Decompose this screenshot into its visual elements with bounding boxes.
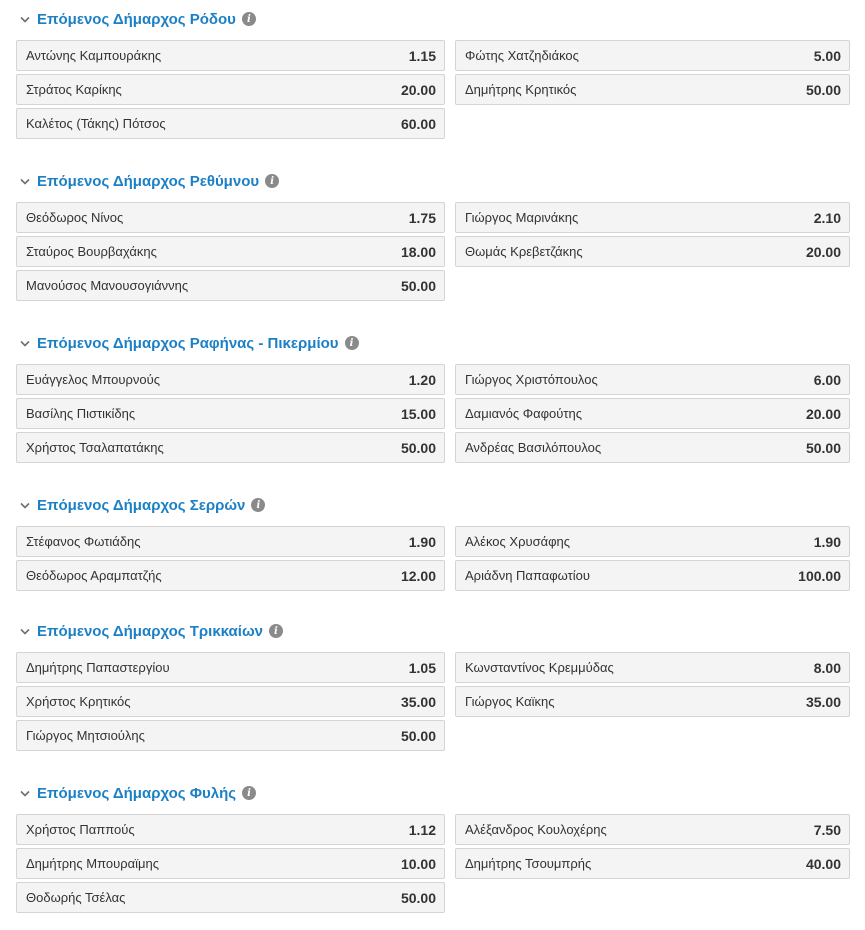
selection-odds: 50.00 [400, 439, 436, 456]
selection-odds: 1.75 [408, 209, 436, 226]
info-icon[interactable]: i [265, 174, 279, 188]
selection-name: Γιώργος Καϊκης [465, 694, 555, 709]
chevron-down-icon[interactable] [18, 498, 32, 512]
odds-button[interactable] [455, 202, 850, 233]
selection-name: Δημήτρης Παπαστεργίου [26, 660, 170, 675]
selection-name: Μανούσος Μανουσογιάννης [26, 278, 189, 293]
odds-button[interactable] [16, 108, 445, 139]
selection-name: Θοδωρής Τσέλας [26, 890, 126, 905]
selection-name: Αλέκος Χρυσάφης [465, 534, 571, 549]
odds-button[interactable] [16, 848, 445, 879]
odds-button[interactable] [455, 236, 850, 267]
selection-odds: 40.00 [805, 855, 841, 872]
selection-odds: 1.20 [408, 371, 436, 388]
selection-name: Γιώργος Μαρινάκης [465, 210, 579, 225]
selection-odds: 10.00 [400, 855, 436, 872]
selection-name: Σταύρος Βουρβαχάκης [26, 244, 157, 259]
selection-odds: 60.00 [400, 115, 436, 132]
selection-name: Δαμιανός Φαφούτης [465, 406, 582, 421]
market-title: Επόμενος Δήμαρχος Ρεθύμνου [37, 172, 260, 190]
selection-odds: 35.00 [400, 693, 436, 710]
market-header[interactable] [18, 620, 283, 642]
selection-name: Αριάδνη Παπαφωτίου [465, 568, 591, 583]
odds-button[interactable] [455, 40, 850, 71]
info-icon[interactable]: i [345, 336, 359, 350]
selection-odds: 20.00 [400, 81, 436, 98]
selections-grid [16, 40, 850, 139]
chevron-down-icon[interactable] [18, 336, 32, 350]
odds-button[interactable] [16, 560, 445, 591]
selection-odds: 50.00 [400, 889, 436, 906]
market-header[interactable] [18, 8, 256, 30]
odds-button[interactable] [16, 202, 445, 233]
selection-name: Στράτος Καρίκης [26, 82, 122, 97]
selections-grid [16, 526, 850, 591]
selection-odds: 50.00 [805, 439, 841, 456]
selection-name: Θεόδωρος Αραμπατζής [26, 568, 162, 583]
selections-grid [16, 652, 850, 751]
odds-button[interactable] [455, 526, 850, 557]
selection-name: Φώτης Χατζηδιάκος [465, 48, 579, 63]
odds-button[interactable] [16, 720, 445, 751]
selection-odds: 7.50 [813, 821, 841, 838]
selection-name: Χρήστος Τσαλαπατάκης [26, 440, 164, 455]
selection-odds: 1.12 [408, 821, 436, 838]
selection-name: Δημήτρης Μπουραϊμης [26, 856, 160, 871]
odds-button[interactable] [455, 364, 850, 395]
odds-button[interactable] [16, 236, 445, 267]
selection-name: Αλέξανδρος Κουλοχέρης [465, 822, 607, 837]
selection-odds: 20.00 [805, 243, 841, 260]
selection-name: Θωμάς Κρεβετζάκης [465, 244, 583, 259]
odds-button[interactable] [16, 526, 445, 557]
odds-button[interactable] [455, 398, 850, 429]
odds-button[interactable] [16, 882, 445, 913]
market-title: Επόμενος Δήμαρχος Σερρών [37, 496, 246, 514]
selection-odds: 2.10 [813, 209, 841, 226]
odds-button[interactable] [455, 814, 850, 845]
chevron-down-icon[interactable] [18, 174, 32, 188]
market-title: Επόμενος Δήμαρχος Φυλής [37, 784, 237, 802]
selection-name: Κωνσταντίνος Κρεμμύδας [465, 660, 614, 675]
selection-name: Χρήστος Παππούς [26, 822, 135, 837]
selection-odds: 1.90 [408, 533, 436, 550]
selections-grid [16, 202, 850, 301]
odds-button[interactable] [455, 686, 850, 717]
odds-button[interactable] [455, 560, 850, 591]
selection-odds: 5.00 [813, 47, 841, 64]
selection-name: Στέφανος Φωτιάδης [26, 534, 141, 549]
selection-name: Ανδρέας Βασιλόπουλος [465, 440, 602, 455]
odds-button[interactable] [16, 652, 445, 683]
odds-button[interactable] [16, 686, 445, 717]
odds-button[interactable] [455, 432, 850, 463]
selection-name: Αντώνης Καμπουράκης [26, 48, 162, 63]
selection-odds: 100.00 [798, 567, 841, 584]
info-icon[interactable]: i [242, 786, 256, 800]
market-title: Επόμενος Δήμαρχος Ραφήνας - Πικερμίου [37, 334, 339, 352]
odds-button[interactable] [16, 364, 445, 395]
odds-button[interactable] [16, 432, 445, 463]
selection-name: Δημήτρης Τσουμπρής [465, 856, 592, 871]
odds-button[interactable] [16, 398, 445, 429]
odds-button[interactable] [16, 40, 445, 71]
selection-name: Δημήτρης Κρητικός [465, 82, 577, 97]
chevron-down-icon[interactable] [18, 786, 32, 800]
selection-odds: 8.00 [813, 659, 841, 676]
selection-name: Θεόδωρος Νίνος [26, 210, 124, 225]
info-icon[interactable]: i [251, 498, 265, 512]
market-header[interactable] [18, 494, 265, 516]
odds-button[interactable] [16, 814, 445, 845]
chevron-down-icon[interactable] [18, 624, 32, 638]
odds-button[interactable] [455, 74, 850, 105]
selection-odds: 15.00 [400, 405, 436, 422]
market-title: Επόμενος Δήμαρχος Τρικκαίων [37, 622, 263, 640]
selections-grid [16, 814, 850, 913]
selection-name: Καλέτος (Τάκης) Πότσος [26, 116, 166, 131]
selection-odds: 50.00 [400, 727, 436, 744]
odds-button[interactable] [455, 848, 850, 879]
odds-button[interactable] [16, 74, 445, 105]
market-header[interactable] [18, 332, 359, 354]
selection-name: Ευάγγελος Μπουρνούς [26, 372, 160, 387]
selection-odds: 1.90 [813, 533, 841, 550]
market-header[interactable] [18, 170, 279, 192]
market-header[interactable] [18, 782, 256, 804]
odds-button[interactable] [16, 270, 445, 301]
selection-odds: 50.00 [400, 277, 436, 294]
selection-name: Βασίλης Πιστικίδης [26, 406, 136, 421]
odds-button[interactable] [455, 652, 850, 683]
selection-name: Χρήστος Κρητικός [26, 694, 131, 709]
market-title: Επόμενος Δήμαρχος Ρόδου [37, 10, 236, 28]
selection-name: Γιώργος Χριστόπουλος [465, 372, 598, 387]
selection-odds: 12.00 [400, 567, 436, 584]
selection-odds: 6.00 [813, 371, 841, 388]
selection-odds: 18.00 [400, 243, 436, 260]
chevron-down-icon[interactable] [18, 12, 32, 26]
selection-odds: 1.15 [408, 47, 436, 64]
selections-grid [16, 364, 850, 463]
info-icon[interactable]: i [269, 624, 283, 638]
selection-odds: 1.05 [408, 659, 436, 676]
selection-name: Γιώργος Μητσιούλης [26, 728, 145, 743]
info-icon[interactable]: i [242, 12, 256, 26]
selection-odds: 20.00 [805, 405, 841, 422]
selection-odds: 50.00 [805, 81, 841, 98]
selection-odds: 35.00 [805, 693, 841, 710]
